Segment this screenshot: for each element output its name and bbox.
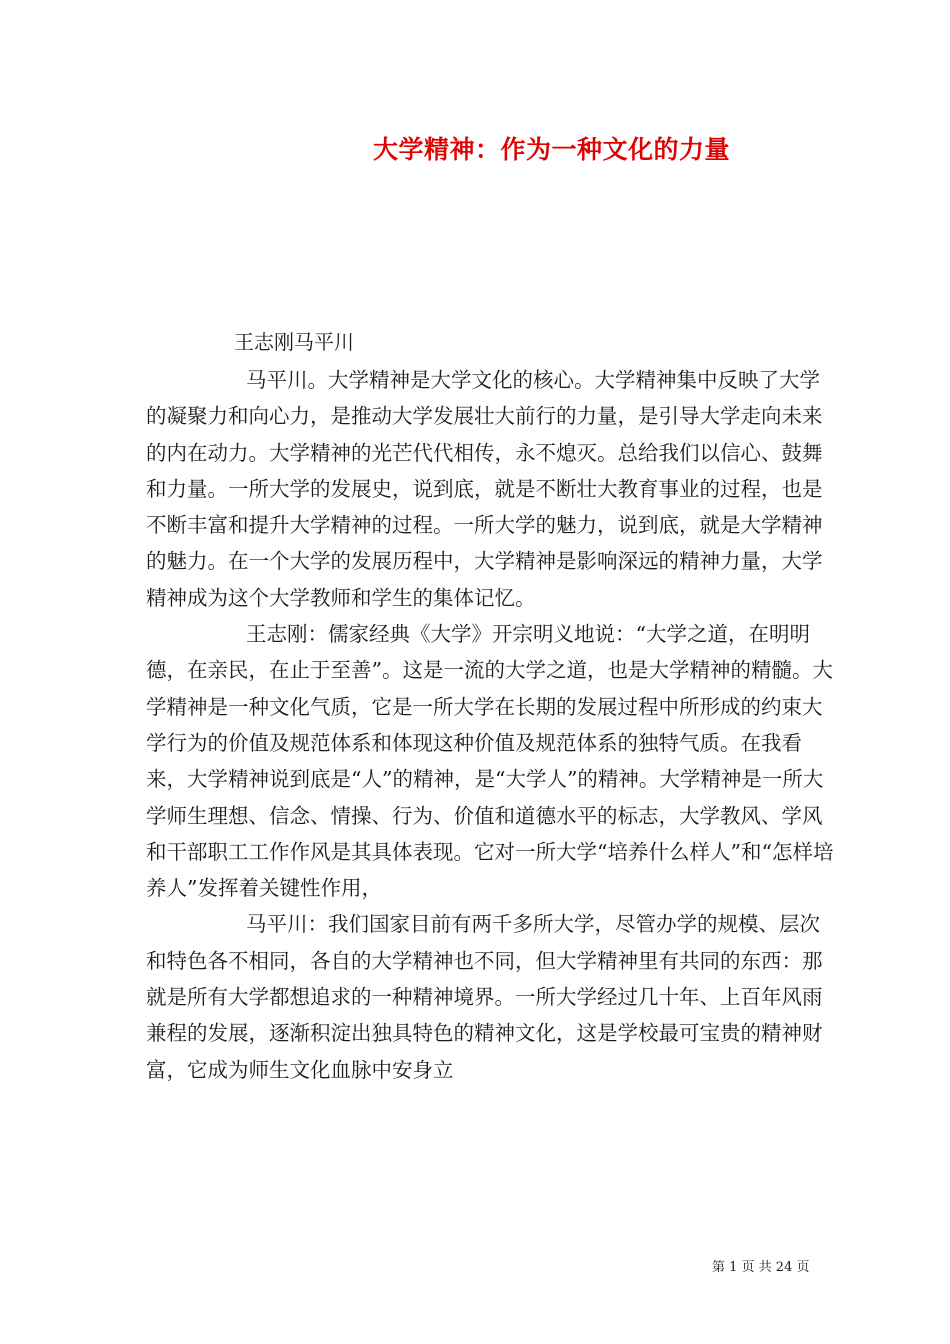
document-title: 大学精神：作为一种文化的力量	[373, 135, 731, 164]
paragraph: 马平川。大学精神是大学文化的核心。大学精神集中反映了大学的凝聚力和向心力，是推动大学发展壮大前行的力量，是引导大学走向未来的内在动力。大学精神的光芒代代相传，永不熄灭。总给我们以信心、鼓舞和力量。一所大学的发展史，说到底，就是不断壮大教育事业的过程，也是不断丰富和提升大学精神的过程。一所大学的魅力，说到底，就是大学精神的魅力。在一个大学的发展历程中，大学精神是影响深远的精神力量，大学精神成为这个大学教师和学生的集体记忆。	[146, 368, 823, 610]
page-footer: 第 1 页 共 24 页	[712, 1260, 810, 1275]
paragraph: 马平川：我们国家目前有两千多所大学，尽管办学的规模、层次和特色各不相同，各自的大学精神也不同，但大学精神里有共同的东西：那就是所有大学都想追求的一种精神境界。一所大学经过几十年、上百年风雨兼程的发展，逐渐积淀出独具特色的精神文化，这是学校最可宝贵的精神财富，它成为师生文化血脉中安身立	[146, 912, 823, 1082]
author-line: 王志刚马平川	[234, 330, 354, 354]
paragraph: 王志刚：儒家经典《大学》开宗明义地说：“大学之道，在明明德，在亲民，在止于至善”。这是一流的大学之道，也是大学精神的精髓。大学精神是一种文化气质，它是一所大学在长期的发展过程中所形成的约束大学行为的价值及规范体系和体现这种价值及规范体系的独特气质。在我看来，大学精神说到底是“人”的精神，是“大学人”的精神。大学精神是一所大学师生理想、信念、情操、行为、价值和道德水平的标志，大学教风、学风和干部职工工作作风是其具体表现。它对一所大学“培养什么样人”和“怎样培养人”发挥着关键性作用，	[146, 622, 834, 901]
body-text	[146, 362, 836, 1088]
